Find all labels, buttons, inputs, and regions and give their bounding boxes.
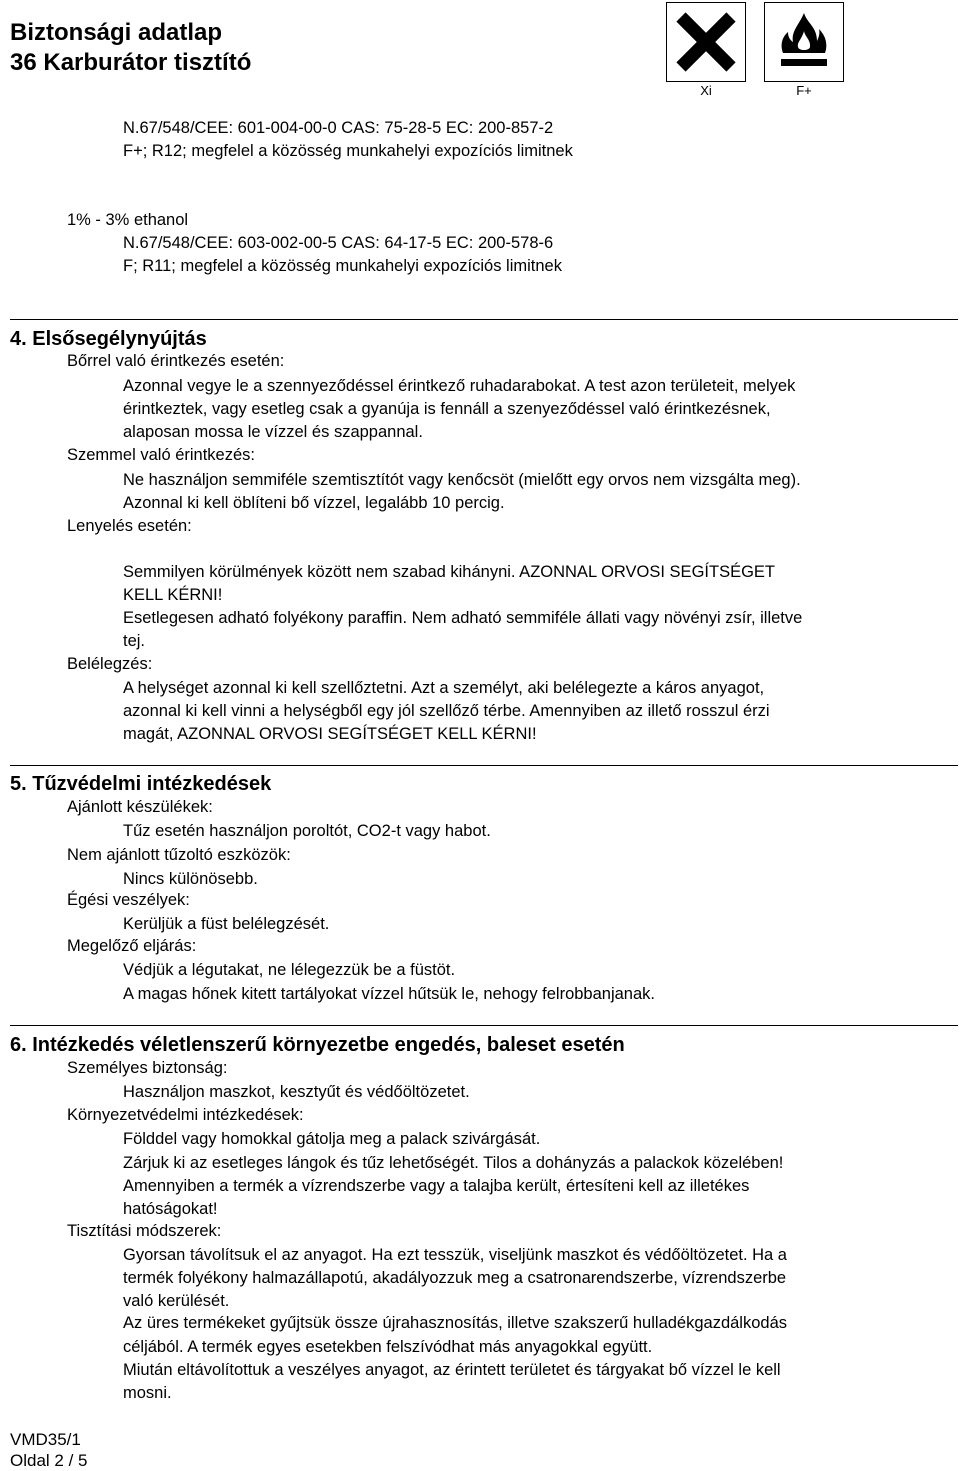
acetone-identifiers: N.67/548/CEE: 601-004-00-0 CAS: 75-28-5 EC: 200-857-2 — [123, 119, 554, 137]
skin-contact-label: Bőrrel való érintkezés esetén: — [67, 352, 285, 370]
ethanol-classification: F; R11; megfelel a közösség munkahelyi expozíciós limitnek — [123, 257, 562, 275]
ingestion-text: tej. — [123, 632, 146, 650]
inhalation-text: azonnal ki kell vinni a helységből egy jól szellőző térbe. Amennyiben az illető rosszul érzi — [123, 702, 770, 720]
pictogram-flammable — [762, 2, 846, 99]
section-divider — [10, 319, 958, 320]
ingestion-text: Esetlegesen adható folyékony paraffin. Nem adható semmiféle állati vagy növényi zsír, illetve — [123, 609, 803, 627]
not-recommended-extinguisher-text: Nincs különösebb. — [123, 870, 258, 888]
skin-contact-text: Azonnal vegye le a szennyeződéssel érintkező ruhadarabokat. A test azon területeit, melyek — [123, 377, 796, 395]
ingestion-text: Semmilyen körülmények között nem szabad kihányni. AZONNAL ORVOSI SEGÍTSÉGET — [123, 563, 775, 581]
cleanup-methods-text: való kerülését. — [123, 1292, 230, 1310]
ingestion-label: Lenyelés esetén: — [67, 517, 192, 535]
environmental-measures-text: Amennyiben a termék a vízrendszerbe vagy a talajba került, értesíteni kell az illetékes — [123, 1177, 750, 1195]
document-code: VMD35/1 — [10, 1430, 81, 1449]
prevention-label: Megelőző eljárás: — [67, 937, 197, 955]
environmental-measures-text: Földdel vagy homokkal gátolja meg a palack szivárgását. — [123, 1130, 541, 1148]
cleanup-methods-text: termék folyékony halmazállapotú, akadályozzuk meg a csatronarendszerbe, vízrendszerbe — [123, 1269, 787, 1287]
inhalation-text: A helységet azonnal ki kell szellőztetni. Azt a személyt, aki belélegezte a káros anyagot, — [123, 679, 765, 697]
ethanol-range: 1% - 3% ethanol — [67, 211, 189, 229]
section-divider — [10, 1025, 958, 1026]
recommended-extinguisher-text: Tűz esetén használjon poroltót, CO2-t vagy habot. — [123, 822, 491, 840]
section-4-heading: 4. Elsősegélynyújtás — [10, 328, 207, 350]
cleanup-methods-label: Tisztítási módszerek: — [67, 1222, 222, 1240]
flame-icon — [771, 9, 837, 75]
combustion-hazard-text: Kerüljük a füst belélegzését. — [123, 915, 330, 933]
eye-contact-label: Szemmel való érintkezés: — [67, 446, 255, 464]
eye-contact-text: Ne használjon semmiféle szemtisztítót vagy kenőcsöt (mielőtt egy orvos nem vizsgálta meg). — [123, 471, 801, 489]
section-6-heading: 6. Intézkedés véletlenszerű környezetbe engedés, baleset esetén — [10, 1034, 625, 1056]
not-recommended-extinguisher-label: Nem ajánlott tűzoltó eszközök: — [67, 846, 291, 864]
prevention-text: A magas hőnek kitett tartályokat vízzel hűtsük le, nehogy felrobbanjanak. — [123, 985, 655, 1003]
inhalation-text: magát, AZONNAL ORVOSI SEGÍTSÉGET KELL KÉRNI! — [123, 725, 537, 743]
hazard-pictograms — [664, 2, 846, 99]
cleanup-methods-text: mosni. — [123, 1384, 172, 1402]
section-5-heading: 5. Tűzvédelmi intézkedések — [10, 773, 272, 795]
cleanup-methods-text: Gyorsan távolítsuk el az anyagot. Ha ezt tesszük, viseljünk maszkot és védőöltözetet. Ha a — [123, 1246, 787, 1264]
prevention-text: Védjük a légutakat, ne lélegezzük be a füstöt. — [123, 961, 456, 979]
page-number: Oldal 2 / 5 — [10, 1451, 88, 1470]
environmental-measures-text: Zárjuk ki az esetleges lángok és tűz lehetőségét. Tilos a dohányzás a palackok közelében! — [123, 1154, 784, 1172]
document-title: Biztonsági adatlap — [10, 19, 223, 46]
pictogram-code: Xi — [700, 83, 712, 98]
ingestion-text: KELL KÉRNI! — [123, 586, 223, 604]
product-name: 36 Karburátor tisztító — [10, 49, 252, 76]
section-divider — [10, 765, 958, 766]
combustion-hazard-label: Égési veszélyek: — [67, 891, 190, 909]
inhalation-label: Belélegzés: — [67, 655, 153, 673]
recommended-extinguisher-label: Ajánlott készülékek: — [67, 798, 213, 816]
environmental-measures-label: Környezetvédelmi intézkedések: — [67, 1106, 304, 1124]
irritant-x-icon — [673, 9, 739, 75]
personal-safety-text: Használjon maszkot, kesztyűt és védőöltözetet. — [123, 1083, 470, 1101]
environmental-measures-text: hatóságokat! — [123, 1200, 218, 1218]
cleanup-methods-text: céljából. A termék egyes esetekben felszívódhat más anyagokkal együtt. — [123, 1338, 653, 1356]
cleanup-methods-text: Az üres termékeket gyűjtsük össze újrahasznosítás, illetve szakszerű hulladékgazdálkodás — [123, 1314, 787, 1332]
pictogram-code: F+ — [796, 83, 812, 98]
skin-contact-text: alaposan mossa le vízzel és szappannal. — [123, 423, 423, 441]
personal-safety-label: Személyes biztonság: — [67, 1059, 228, 1077]
skin-contact-text: érintkeztek, vagy esetleg csak a gyanúja is fennáll a szenyeződéssel való érintkezésnek, — [123, 400, 771, 418]
pictogram-irritant — [664, 2, 748, 99]
eye-contact-text: Azonnal ki kell öblíteni bő vízzel, legalább 10 percig. — [123, 494, 505, 512]
cleanup-methods-text: Miután eltávolítottuk a veszélyes anyagot, az érintett területet és tárgyakat bő vízzel le kell — [123, 1361, 781, 1379]
acetone-classification: F+; R12; megfelel a közösség munkahelyi expozíciós limitnek — [123, 142, 573, 160]
ethanol-identifiers: N.67/548/CEE: 603-002-00-5 CAS: 64-17-5 EC: 200-578-6 — [123, 234, 554, 252]
